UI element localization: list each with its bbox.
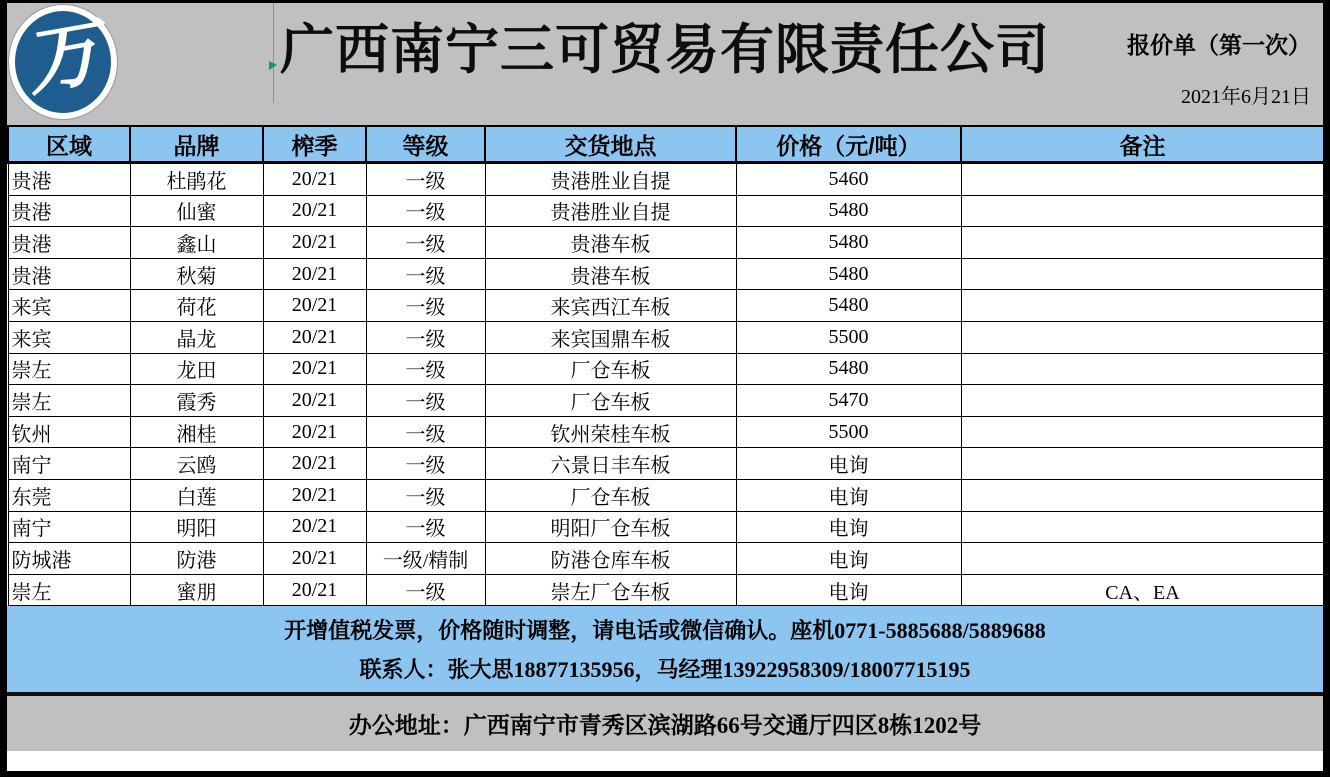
table-cell-col1: 龙田 — [130, 353, 263, 385]
table-cell-col5: 5480 — [736, 353, 961, 385]
table-cell-col3: 一级 — [366, 479, 485, 511]
table-cell-col4: 贵港车板 — [485, 227, 736, 259]
table-cell-col0: 防城港 — [8, 543, 130, 575]
table-row — [8, 321, 1324, 353]
table-cell-col4: 六景日丰车板 — [485, 448, 736, 480]
table-cell-col5: 电询 — [736, 448, 961, 480]
table-cell-col5: 5480 — [736, 290, 961, 322]
table-cell-col5: 5500 — [736, 416, 961, 448]
table-cell-col4: 崇左厂仓车板 — [485, 574, 736, 606]
table-cell-col6 — [961, 195, 1324, 227]
table-cell-col4: 厂仓车板 — [485, 385, 736, 417]
table-cell-col5: 5480 — [736, 227, 961, 259]
table-cell-col4: 防港仓库车板 — [485, 543, 736, 575]
table-cell-col1: 明阳 — [130, 511, 263, 543]
table-cell-col2: 20/21 — [263, 353, 366, 385]
table-cell-col2: 20/21 — [263, 543, 366, 575]
table-cell-col0: 贵港 — [8, 195, 130, 227]
table-cell-col5: 5470 — [736, 385, 961, 417]
table-row — [8, 479, 1324, 511]
table-row — [8, 353, 1324, 385]
table-cell-col2: 20/21 — [263, 416, 366, 448]
doc-date: 2021年6月21日 — [1181, 86, 1311, 108]
table-cell-col6 — [961, 448, 1324, 480]
table-row — [8, 543, 1324, 575]
table-cell-col0: 南宁 — [8, 511, 130, 543]
column-header-6: 备注 — [961, 126, 1324, 163]
quotation-sheet — [7, 3, 1323, 771]
table-cell-col4: 钦州荣桂车板 — [485, 416, 736, 448]
table-cell-col2: 20/21 — [263, 290, 366, 322]
table-cell-col4: 贵港胜业自提 — [485, 163, 736, 196]
table-cell-col4: 厂仓车板 — [485, 353, 736, 385]
table-cell-col2: 20/21 — [263, 195, 366, 227]
table-cell-col2: 20/21 — [263, 321, 366, 353]
table-row — [8, 574, 1324, 606]
table-cell-col0: 崇左 — [8, 574, 130, 606]
table-cell-col0: 崇左 — [8, 353, 130, 385]
table-cell-col0: 贵港 — [8, 227, 130, 259]
table-cell-col3: 一级 — [366, 353, 485, 385]
table-cell-col6 — [961, 543, 1324, 575]
table-cell-col5: 5460 — [736, 163, 961, 196]
table-cell-col2: 20/21 — [263, 385, 366, 417]
table-cell-col0: 南宁 — [8, 448, 130, 480]
table-cell-col3: 一级 — [366, 574, 485, 606]
column-header-3: 等级 — [366, 126, 485, 163]
table-cell-col1: 湘桂 — [130, 416, 263, 448]
table-cell-col1: 白莲 — [130, 479, 263, 511]
table-row — [8, 416, 1324, 448]
table-cell-col2: 20/21 — [263, 574, 366, 606]
table-cell-col2: 20/21 — [263, 511, 366, 543]
table-cell-col5: 电询 — [736, 574, 961, 606]
table-cell-col3: 一级 — [366, 511, 485, 543]
column-header-4: 交货地点 — [485, 126, 736, 163]
table-cell-col6 — [961, 258, 1324, 290]
column-header-1: 品牌 — [130, 126, 263, 163]
table-cell-col0: 贵港 — [8, 163, 130, 196]
table-row — [8, 227, 1324, 259]
table-row — [8, 163, 1324, 196]
table-cell-col1: 蜜朋 — [130, 574, 263, 606]
table-cell-col5: 5480 — [736, 195, 961, 227]
table-cell-col3: 一级 — [366, 448, 485, 480]
table-cell-col3: 一级 — [366, 227, 485, 259]
table-cell-col4: 明阳厂仓车板 — [485, 511, 736, 543]
table-cell-col0: 来宾 — [8, 321, 130, 353]
table-cell-col2: 20/21 — [263, 258, 366, 290]
header-band — [7, 3, 1323, 125]
table-row — [8, 448, 1324, 480]
table-row — [8, 290, 1324, 322]
table-cell-col4: 来宾国鼎车板 — [485, 321, 736, 353]
table-cell-col3: 一级 — [366, 258, 485, 290]
table-cell-col6: CA、EA — [961, 574, 1324, 606]
table-cell-col1: 鑫山 — [130, 227, 263, 259]
column-header-5: 价格（元/吨） — [736, 126, 961, 163]
table-cell-col6 — [961, 511, 1324, 543]
table-cell-col3: 一级 — [366, 321, 485, 353]
table-cell-col0: 崇左 — [8, 385, 130, 417]
company-name-title: 广西南宁三可贸易有限责任公司 — [280, 20, 1050, 80]
table-cell-col0: 东莞 — [8, 479, 130, 511]
table-row — [8, 511, 1324, 543]
column-header-2: 榨季 — [263, 126, 366, 163]
table-cell-col4: 贵港车板 — [485, 258, 736, 290]
table-cell-col6 — [961, 353, 1324, 385]
table-cell-col4: 贵港胜业自提 — [485, 195, 736, 227]
table-cell-col0: 钦州 — [8, 416, 130, 448]
table-cell-col5: 5480 — [736, 258, 961, 290]
table-cell-col6 — [961, 416, 1324, 448]
table-cell-col6 — [961, 479, 1324, 511]
table-row — [8, 258, 1324, 290]
table-cell-col6 — [961, 385, 1324, 417]
table-cell-col0: 来宾 — [8, 290, 130, 322]
table-cell-col4: 厂仓车板 — [485, 479, 736, 511]
table-cell-col5: 5500 — [736, 321, 961, 353]
table-cell-col3: 一级 — [366, 290, 485, 322]
table-cell-col6 — [961, 321, 1324, 353]
table-cell-col1: 秋菊 — [130, 258, 263, 290]
table-cell-col0: 贵港 — [8, 258, 130, 290]
table-cell-col1: 晶龙 — [130, 321, 263, 353]
price-table — [7, 125, 1325, 606]
table-cell-col2: 20/21 — [263, 448, 366, 480]
table-cell-col6 — [961, 163, 1324, 196]
table-cell-col3: 一级 — [366, 385, 485, 417]
table-row — [8, 385, 1324, 417]
doc-meta — [1127, 27, 1311, 109]
notes-band — [7, 606, 1323, 692]
table-cell-col5: 电询 — [736, 543, 961, 575]
table-cell-col1: 荷花 — [130, 290, 263, 322]
table-cell-col3: 一级 — [366, 195, 485, 227]
table-cell-col4: 来宾西江车板 — [485, 290, 736, 322]
table-cell-col1: 云鸥 — [130, 448, 263, 480]
table-cell-col1: 霞秀 — [130, 385, 263, 417]
column-header-0: 区域 — [8, 126, 130, 163]
doc-type-label: 报价单（第一次） — [1127, 33, 1311, 58]
note-line-1: 开增值税发票，价格随时调整，请电话或微信确认。座机0771-5885688/5889688 — [284, 618, 1046, 644]
table-cell-col3: 一级 — [366, 416, 485, 448]
table-row — [8, 195, 1324, 227]
logo-calligraphy-glyph: 万 — [18, 9, 107, 107]
table-cell-col2: 20/21 — [263, 163, 366, 196]
table-cell-col2: 20/21 — [263, 227, 366, 259]
note-line-2: 联系人：张大思18877135956，马经理13922958309/18007715195 — [359, 657, 971, 683]
table-cell-col2: 20/21 — [263, 479, 366, 511]
address-bar: 办公地址：广西南宁市青秀区滨湖路66号交通厅四区8栋1202号 — [7, 696, 1323, 751]
table-cell-col3: 一级/精制 — [366, 543, 485, 575]
table-cell-col1: 仙蜜 — [130, 195, 263, 227]
table-cell-col6 — [961, 227, 1324, 259]
table-cell-col5: 电询 — [736, 479, 961, 511]
table-cell-col1: 杜鹃花 — [130, 163, 263, 196]
table-cell-col5: 电询 — [736, 511, 961, 543]
table-header-row — [8, 126, 1324, 163]
table-cell-col3: 一级 — [366, 163, 485, 196]
table-cell-col1: 防港 — [130, 543, 263, 575]
table-cell-col6 — [961, 290, 1324, 322]
